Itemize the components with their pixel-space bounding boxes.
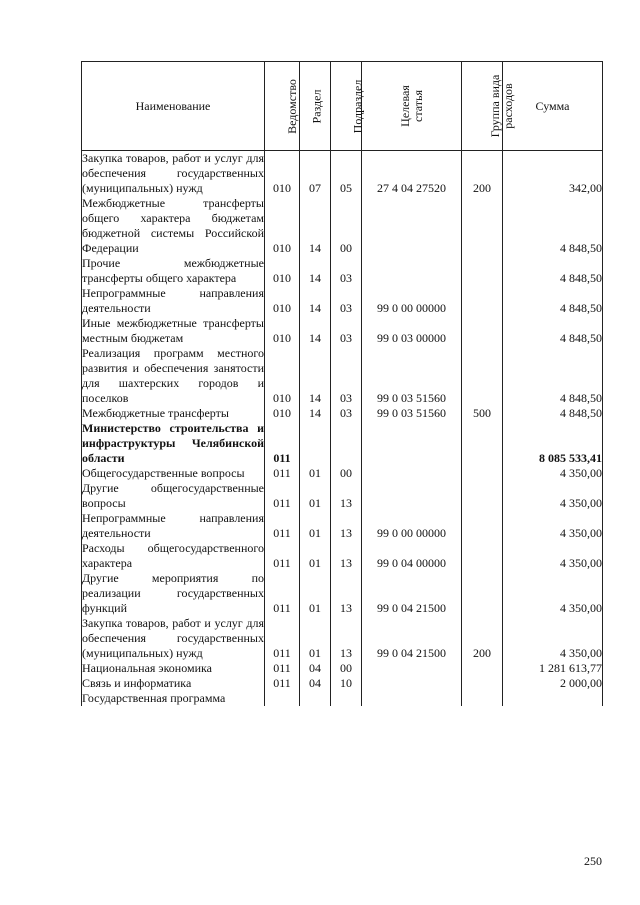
- cell-section: 01: [300, 616, 331, 661]
- cell-expense-group: 200: [462, 616, 503, 661]
- cell-department: 010: [265, 196, 300, 256]
- page-number: 250: [584, 854, 602, 868]
- table-row: [82, 481, 603, 511]
- cell-department: 010: [265, 346, 300, 406]
- header-section: Раздел: [300, 62, 331, 151]
- table-header-row: [82, 62, 603, 151]
- cell-subsection: [331, 691, 362, 706]
- cell-department: 011: [265, 661, 300, 676]
- cell-department: 011: [265, 466, 300, 481]
- cell-subsection: 13: [331, 481, 362, 511]
- cell-subsection: 13: [331, 616, 362, 661]
- cell-expense-group: [462, 691, 503, 706]
- cell-amount: 4 350,00: [503, 511, 603, 541]
- cell-name: Общегосударственные вопросы: [82, 466, 265, 481]
- cell-target-article: 99 0 03 51560: [362, 346, 462, 406]
- cell-target-article: [362, 481, 462, 511]
- cell-section: 01: [300, 541, 331, 571]
- cell-amount: 1 281 613,77: [503, 661, 603, 676]
- table-row: [82, 511, 603, 541]
- cell-section: 01: [300, 571, 331, 616]
- cell-subsection: 03: [331, 406, 362, 421]
- cell-target-article: 99 0 00 00000: [362, 511, 462, 541]
- cell-name: Другие общегосударственные вопросы: [82, 481, 264, 510]
- cell-department: 011: [265, 511, 300, 541]
- cell-subsection: 03: [331, 286, 362, 316]
- cell-department: [265, 691, 300, 706]
- cell-subsection: 00: [331, 196, 362, 256]
- table-row: [82, 151, 603, 197]
- cell-amount: 342,00: [503, 151, 603, 197]
- cell-department: 011: [265, 421, 300, 466]
- cell-name: Государственная программа: [82, 691, 265, 706]
- cell-expense-group: [462, 571, 503, 616]
- cell-expense-group: [462, 661, 503, 676]
- header-name: Наименование: [82, 62, 265, 151]
- cell-subsection: 00: [331, 466, 362, 481]
- cell-department: 011: [265, 616, 300, 661]
- cell-name: Непрограммные направления деятельности: [82, 286, 264, 315]
- cell-expense-group: [462, 676, 503, 691]
- cell-department: 011: [265, 676, 300, 691]
- cell-target-article: [362, 466, 462, 481]
- cell-target-article: [362, 256, 462, 286]
- table-row: [82, 316, 603, 346]
- cell-target-article: 99 0 04 21500: [362, 571, 462, 616]
- cell-amount: 4 350,00: [503, 466, 603, 481]
- cell-expense-group: 500: [462, 406, 503, 421]
- cell-subsection: 13: [331, 511, 362, 541]
- cell-amount: 8 085 533,41: [503, 421, 603, 466]
- cell-department: 010: [265, 256, 300, 286]
- header-amount: Сумма: [503, 62, 603, 151]
- cell-name: Расходы общегосударственного характера: [82, 541, 264, 570]
- cell-amount: 4 350,00: [503, 616, 603, 661]
- cell-expense-group: [462, 346, 503, 406]
- cell-subsection: 13: [331, 541, 362, 571]
- cell-section: 04: [300, 661, 331, 676]
- cell-section: 01: [300, 481, 331, 511]
- cell-subsection: 03: [331, 316, 362, 346]
- cell-section: 14: [300, 196, 331, 256]
- cell-subsection: 05: [331, 151, 362, 197]
- cell-target-article: 27 4 04 27520: [362, 151, 462, 197]
- table-body: [82, 151, 603, 707]
- cell-target-article: [362, 691, 462, 706]
- cell-section: 14: [300, 286, 331, 316]
- cell-section: 04: [300, 676, 331, 691]
- cell-expense-group: [462, 481, 503, 511]
- cell-amount: 4 848,50: [503, 316, 603, 346]
- cell-section: [300, 691, 331, 706]
- cell-amount: 4 350,00: [503, 481, 603, 511]
- cell-department: 010: [265, 316, 300, 346]
- cell-expense-group: [462, 286, 503, 316]
- cell-expense-group: [462, 541, 503, 571]
- header-target-article: Целевая статья: [362, 62, 462, 151]
- cell-expense-group: [462, 256, 503, 286]
- cell-target-article: 99 0 04 21500: [362, 616, 462, 661]
- cell-expense-group: [462, 316, 503, 346]
- header-expense-group: Группа вида расходов: [462, 62, 503, 151]
- table-row: [82, 571, 603, 616]
- cell-subsection: 03: [331, 346, 362, 406]
- cell-target-article: [362, 421, 462, 466]
- table-row: [82, 406, 603, 421]
- cell-department: 010: [265, 151, 300, 197]
- cell-expense-group: [462, 196, 503, 256]
- table-row: [82, 421, 603, 466]
- budget-table: [81, 61, 603, 706]
- cell-name: Прочие межбюджетные трансферты общего характера: [82, 256, 264, 285]
- cell-section: 01: [300, 466, 331, 481]
- cell-target-article: [362, 676, 462, 691]
- cell-name: Межбюджетные трансферты общего характера бюджетам бюджетной системы Российской Федерации: [82, 196, 264, 255]
- cell-subsection: 10: [331, 676, 362, 691]
- table-row: [82, 541, 603, 571]
- cell-expense-group: [462, 466, 503, 481]
- cell-department: 011: [265, 571, 300, 616]
- cell-amount: 4 848,50: [503, 286, 603, 316]
- cell-name: Реализация программ местного развития и обеспечения занятости для шахтерских городов и поселков: [82, 346, 264, 405]
- table-row: [82, 196, 603, 256]
- cell-name: Национальная экономика: [82, 661, 265, 676]
- cell-name: Иные межбюджетные трансферты местным бюджетам: [82, 316, 264, 345]
- cell-target-article: [362, 661, 462, 676]
- table-row: [82, 256, 603, 286]
- cell-section: 14: [300, 256, 331, 286]
- cell-amount: [503, 691, 603, 706]
- cell-subsection: [331, 421, 362, 466]
- cell-department: 010: [265, 286, 300, 316]
- table-row: [82, 616, 603, 661]
- cell-target-article: 99 0 03 00000: [362, 316, 462, 346]
- cell-section: 14: [300, 346, 331, 406]
- table-row: [82, 691, 603, 706]
- cell-name: Другие мероприятия по реализации государственных функций: [82, 571, 264, 615]
- cell-amount: 2 000,00: [503, 676, 603, 691]
- table-row: [82, 661, 603, 676]
- cell-target-article: 99 0 03 51560: [362, 406, 462, 421]
- cell-name: Министерство строительства и инфраструктуры Челябинской области: [82, 421, 264, 465]
- table-row: [82, 466, 603, 481]
- table-row: [82, 676, 603, 691]
- cell-amount: 4 848,50: [503, 256, 603, 286]
- cell-amount: 4 848,50: [503, 406, 603, 421]
- cell-department: 011: [265, 541, 300, 571]
- cell-target-article: 99 0 00 00000: [362, 286, 462, 316]
- cell-amount: 4 848,50: [503, 346, 603, 406]
- cell-name: Непрограммные направления деятельности: [82, 511, 264, 540]
- cell-expense-group: [462, 421, 503, 466]
- cell-name: Связь и информатика: [82, 676, 265, 691]
- cell-section: 07: [300, 151, 331, 197]
- cell-name: Межбюджетные трансферты: [82, 406, 265, 421]
- cell-expense-group: [462, 511, 503, 541]
- header-subsection: Подраздел: [331, 62, 362, 151]
- cell-name: Закупка товаров, работ и услуг для обеспечения государственных (муниципальных) нужд: [82, 616, 264, 660]
- cell-section: 14: [300, 316, 331, 346]
- cell-amount: 4 350,00: [503, 541, 603, 571]
- cell-expense-group: 200: [462, 151, 503, 197]
- cell-department: 010: [265, 406, 300, 421]
- cell-department: 011: [265, 481, 300, 511]
- cell-section: 14: [300, 406, 331, 421]
- cell-subsection: 00: [331, 661, 362, 676]
- table-row: [82, 346, 603, 406]
- cell-subsection: 03: [331, 256, 362, 286]
- cell-name: Закупка товаров, работ и услуг для обеспечения государственных (муниципальных) нужд: [82, 151, 264, 195]
- table-row: [82, 286, 603, 316]
- cell-section: 01: [300, 511, 331, 541]
- cell-subsection: 13: [331, 571, 362, 616]
- cell-amount: 4 848,50: [503, 196, 603, 256]
- cell-amount: 4 350,00: [503, 571, 603, 616]
- header-department: Ведомство: [265, 62, 300, 151]
- cell-target-article: [362, 196, 462, 256]
- cell-section: [300, 421, 331, 466]
- cell-target-article: 99 0 04 00000: [362, 541, 462, 571]
